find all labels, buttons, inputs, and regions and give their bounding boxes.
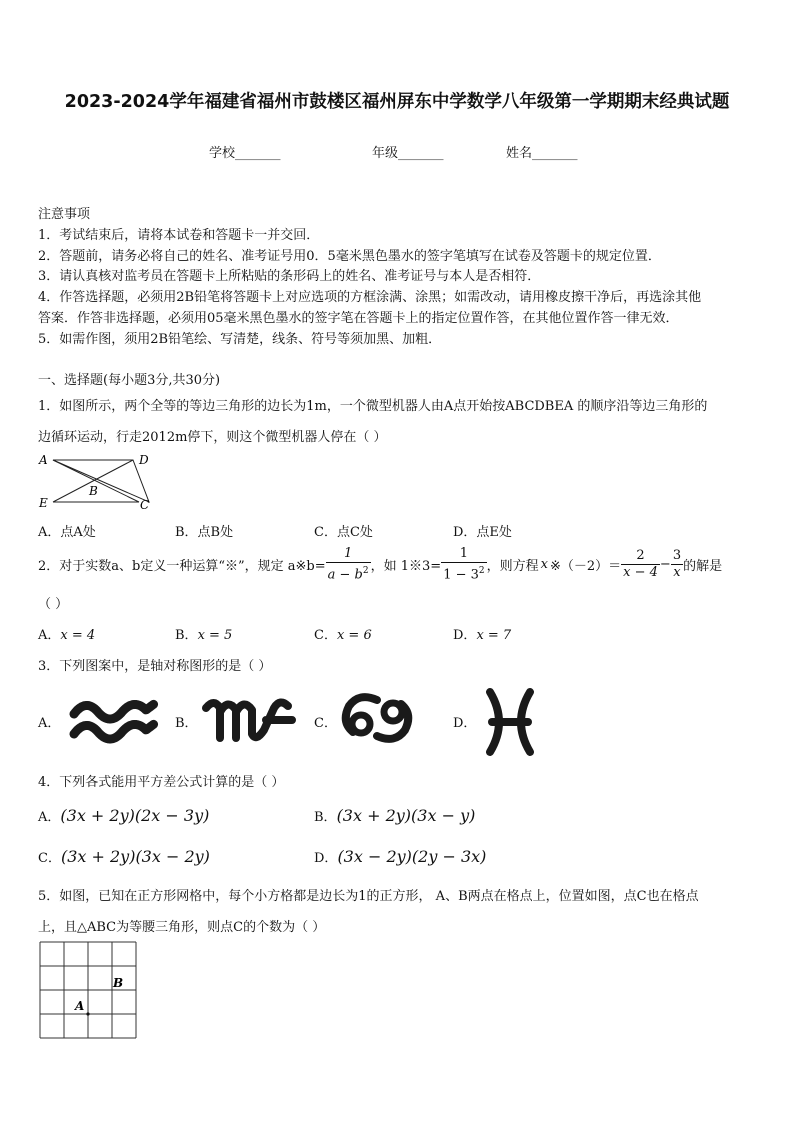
q4-option-d — [314, 847, 486, 866]
notice-item: 5．如需作图，须用2B铅笔绘、写清楚，线条、符号等须加黑、加粗． — [38, 332, 442, 347]
option-letter: D． — [314, 851, 338, 866]
q2-fraction-def — [326, 546, 371, 583]
option-value: (3x + 2y)(3x − y) — [336, 806, 476, 825]
option-value: x = 6 — [336, 628, 372, 643]
frac-den-text: 1 − 3 — [443, 567, 479, 583]
label-e: E — [39, 496, 48, 510]
section-heading: 一、选择题(每小题3分,共30分) — [38, 373, 221, 388]
notice-item: 3．请认真核对监考员在答题卡上所粘贴的条形码上的姓名、准考证号与本人是否相符． — [38, 269, 541, 284]
notice-item: 1．考试结束后，请将本试卷和答题卡一并交回． — [38, 228, 320, 243]
label-a: A — [39, 453, 48, 467]
question-4-stem: 4．下列各式能用平方差公式计算的是（ ） — [38, 775, 285, 790]
exponent: 2 — [362, 566, 369, 576]
q3-option-b: B． — [175, 716, 198, 731]
question-1-stem: 1．如图所示，两个全等的等边三角形的边长为1m，一个微型机器人由A点开始按ABCDBEA 的顺序沿等边三角形的 — [38, 399, 708, 414]
q2-suffix: 的解是 — [683, 559, 723, 575]
label-b: B — [113, 976, 124, 990]
option-letter: B． — [175, 628, 198, 643]
q2-mid2: ，则方程 — [486, 559, 539, 575]
option-value: x = 5 — [197, 628, 233, 643]
pisces-symbol-image — [480, 686, 540, 758]
cancer-symbol-image — [337, 686, 417, 750]
frac-num: 3 — [672, 548, 682, 564]
frac-den-text: a − b — [327, 567, 363, 583]
q1-option-a: A．点A处 — [38, 525, 96, 540]
q2-var-x: x — [540, 557, 548, 573]
label-d: D — [139, 453, 149, 467]
frac-num: 1 — [343, 546, 353, 561]
q2-prefix: 2．对于实数a、b定义一种运算“※”，规定 a※b= — [38, 559, 326, 575]
notice-heading: 注意事项 — [38, 207, 91, 222]
q3-option-a: A． — [38, 716, 61, 731]
school-field: 学校_______ — [209, 146, 281, 161]
q2-option-a — [38, 624, 95, 643]
option-value: x = 7 — [476, 628, 512, 643]
option-letter: A． — [38, 810, 61, 825]
option-value: x = 4 — [60, 628, 96, 643]
option-letter: C． — [38, 851, 61, 866]
virgo-symbol-image — [200, 690, 300, 746]
q2-eq-mid: ※（－2）＝ — [549, 559, 622, 575]
option-letter: B． — [314, 810, 337, 825]
question-2-stem — [38, 546, 722, 583]
grade-field: 年级_______ — [372, 146, 444, 161]
option-value: (3x + 2y)(3x − 2y) — [60, 847, 210, 866]
q2-mid1: ，如 1※3= — [370, 559, 442, 575]
frac-num: 2 — [636, 548, 645, 564]
name-field: 姓名_______ — [506, 146, 578, 161]
q2-fraction-example — [441, 546, 486, 583]
q2-option-b — [175, 624, 232, 643]
q2-option-d — [453, 624, 511, 643]
grid-lines — [40, 942, 136, 1038]
triangle-bdc — [53, 460, 149, 502]
notice-item: 4．作答选择题，必须用2B铅笔将答题卡上对应选项的方框涂满、涂黑；如需改动，请用橡皮擦干净后，再选涂其他 — [38, 290, 702, 305]
question-1-stem-cont: 边循环运动，行走2012m停下，则这个微型机器人停在（ ） — [38, 430, 387, 445]
notice-item: 2．答题前，请务必将自己的姓名、准考证号用0．5毫米黑色墨水的签字笔填写在试卷及答题卡的规定位置． — [38, 249, 661, 264]
frac-den — [326, 562, 371, 583]
aquarius-symbol-image — [66, 690, 162, 750]
question-2-paren: （ ） — [38, 597, 69, 612]
q1-option-b: B．点B处 — [175, 525, 234, 540]
exponent: 2 — [478, 566, 485, 576]
option-letter: A． — [38, 628, 61, 643]
notice-item: 答案．作答非选择题，必须用05毫米黑色墨水的签字笔在答题卡上的指定位置作答，在其他位置作答一律无效． — [38, 311, 679, 326]
option-value: (3x − 2y)(2y − 3x) — [337, 847, 487, 866]
label-c: C — [140, 498, 150, 512]
q2-option-c — [314, 624, 372, 643]
q4-option-a — [38, 806, 209, 825]
q3-option-d: D． — [453, 716, 477, 731]
q4-option-c — [38, 847, 210, 866]
option-letter: D． — [453, 628, 477, 643]
page-title: 2023-2024学年福建省福州市鼓楼区福州屏东中学数学八年级第一学期期末经典试题 — [64, 92, 730, 112]
question-5-stem: 5．如图，已知在正方形网格中，每个小方格都是边长为1的正方形， A、B两点在格点上，位置如图，点C也在格点 — [38, 889, 699, 904]
q4-option-b — [314, 806, 475, 825]
option-value: (3x + 2y)(2x − 3y) — [60, 806, 210, 825]
point-a — [86, 1012, 89, 1015]
frac-den — [441, 562, 486, 583]
bowtie-triangles-figure — [36, 450, 156, 512]
frac-num: 1 — [459, 546, 469, 561]
q2-fraction-rhs2 — [671, 548, 683, 581]
q2-minus: − — [659, 557, 671, 573]
question-3-stem: 3．下列图案中，是轴对称图形的是（ ） — [38, 659, 272, 674]
option-letter: C． — [314, 628, 337, 643]
label-a: A — [75, 999, 85, 1013]
frac-den: x − 4 — [623, 565, 658, 581]
q1-option-c: C．点C处 — [314, 525, 373, 540]
label-b: B — [89, 484, 98, 498]
q3-option-c: C． — [314, 716, 337, 731]
square-grid-figure — [38, 940, 142, 1040]
question-5-stem-cont: 上，且△ABC为等腰三角形，则点C的个数为（ ） — [38, 920, 326, 935]
q1-option-d: D．点E处 — [453, 525, 512, 540]
frac-den: x — [671, 564, 683, 581]
q2-fraction-rhs1 — [621, 548, 660, 581]
